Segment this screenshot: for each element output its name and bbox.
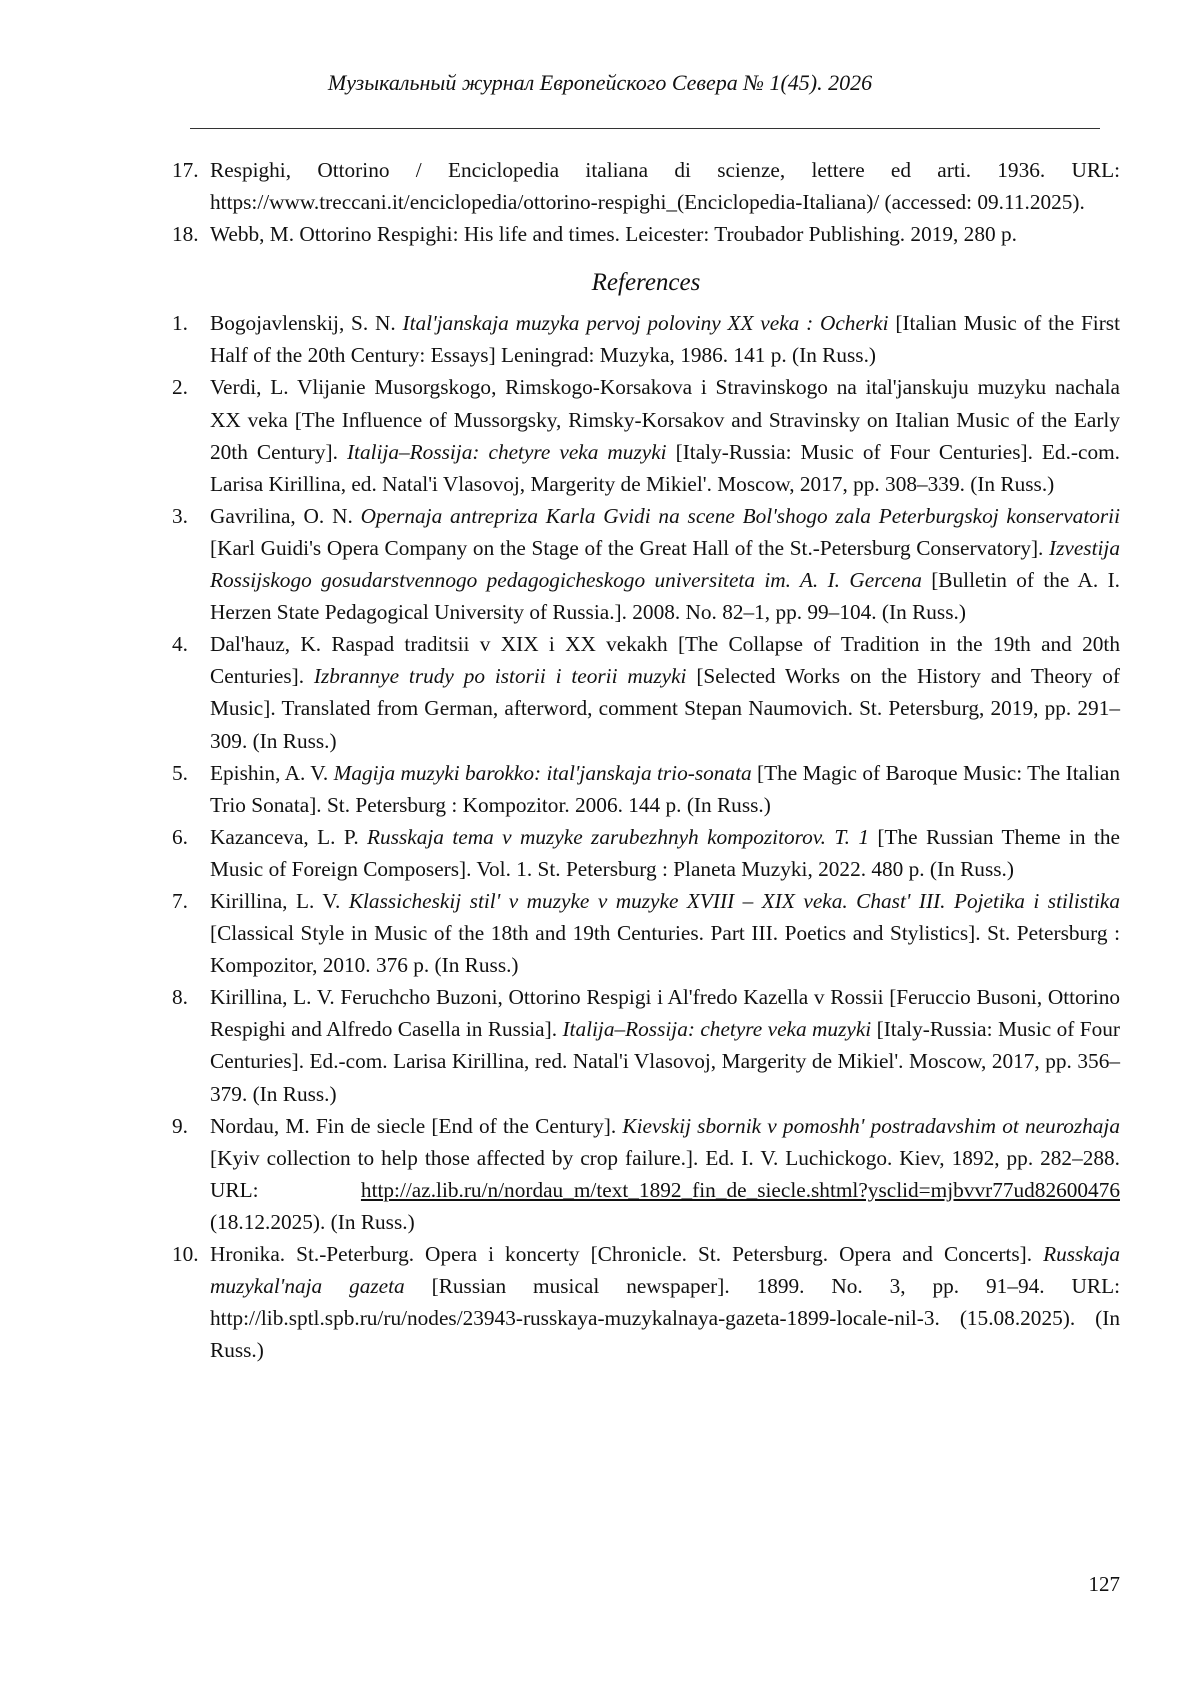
- reference-details: [Russian musical newspaper]. 1899. No. 3, pp. 91–94. URL: http://lib.sptl.spb.ru/ru/nodes/23943-russkaya-muzykalnaya-gazeta-1899-locale-nil-3. (15.08.2025). (In Russ.): [210, 1274, 1120, 1363]
- reference-url-link[interactable]: http://az.lib.ru/n/nordau_m/text_1892_fin_de_siecle.shtml?ysclid=mjbvvr77ud82600476: [360, 1177, 1120, 1202]
- reference-item: [172, 218, 1120, 250]
- reference-author: Bogojavlenskij, S. N.: [210, 311, 403, 336]
- references-heading: References: [591, 269, 701, 297]
- reference-details: [Bulletin of the A. I. Herzen State Pedagogical University of Russia.]. 2008. No. 82–1, pp. 99–104. (In Russ.): [210, 568, 1120, 625]
- reference-item: [172, 981, 1120, 1109]
- reference-item: [172, 1238, 1120, 1366]
- page-number: 127: [1088, 1572, 1120, 1596]
- reference-source: Italija–Rossija: chetyre veka muzyki: [346, 439, 667, 464]
- reference-list: [172, 307, 1120, 1366]
- reference-author: Nordau, M. Fin de siecle [End of the Century].: [210, 1113, 623, 1138]
- reference-number: 10.: [172, 1242, 199, 1266]
- reference-details: [The Russian Theme in the Music of Foreign Composers]. Vol. 1. St. Petersburg : Planeta Muzyki, 2022. 480 p. (In Russ.): [210, 824, 1120, 881]
- reference-source: Russkaja muzykal'naja gazeta: [210, 1242, 1120, 1299]
- reference-details: [Italy-Russia: Music of Four Centuries]. Ed.-com. Larisa Kirillina, red. Natal'i Vlasovoj, Margerity de Mikiel'. Moscow, 2017, pp. 356–379. (In Russ.): [210, 1017, 1120, 1106]
- reference-number: 5.: [172, 760, 188, 785]
- reference-number: 18.: [172, 222, 199, 247]
- reference-item: [172, 821, 1120, 885]
- header-divider: [190, 128, 1100, 129]
- reference-item: [172, 307, 1120, 371]
- previous-reference-list: [172, 154, 1120, 250]
- reference-number: 3.: [172, 503, 188, 528]
- reference-source: Italija–Rossija: chetyre veka muzyki: [562, 1017, 872, 1042]
- reference-author: Kirillina, L. V.: [210, 888, 349, 913]
- reference-number: 2.: [172, 375, 188, 400]
- reference-number: 6.: [172, 824, 188, 849]
- reference-item: [172, 371, 1120, 499]
- reference-details: [Italy-Russia: Music of Four Centuries]. Ed.-com. Larisa Kirillina, ed. Natal'i Vlasovoj, Margerity de Mikiel'. Moscow, 2017, pp. 308–339. (In Russ.): [210, 439, 1120, 496]
- reference-details: [Selected Works on the History and Theory of Music]. Translated from German, afterword, comment Stepan Naumovich. St. Petersburg, 2019, pp. 291–309. (In Russ.): [210, 664, 1120, 753]
- reference-author: Verdi, L. Vlijanie Musorgskogo, Rimskogo-Korsakova i Stravinskogo na ital'janskuju muzyku nachala XX veka [The Influence of Mussorgsky, Rimsky-Korsakov and Stravinsky on Italian Music of the Early 20th Century].: [210, 375, 1120, 464]
- reference-item: [172, 1110, 1120, 1238]
- reference-title: Klassicheskij stil' v muzyke v muzyke XVIII – XIX veka. Chast' III. Pojetika i stilistika: [348, 888, 1120, 913]
- reference-title: Russkaja tema v muzyke zarubezhnyh kompozitorov. T. 1: [367, 824, 870, 849]
- reference-details: [Italian Music of the First Half of the 20th Century: Essays] Leningrad: Muzyka, 1986. 141 p. (In Russ.): [210, 311, 1120, 368]
- reference-author: Kazanceva, L. P.: [210, 824, 368, 849]
- reference-translation: [Karl Guidi's Opera Company on the Stage of the Great Hall of the St.-Petersburg Conservatory].: [210, 535, 1050, 560]
- reference-author: Epishin, A. V.: [210, 760, 334, 785]
- reference-source: Izvestija Rossijskogo gosudarstvennogo pedagogicheskogo universiteta im. A. I. Gercena: [210, 535, 1120, 593]
- reference-text: Respighi, Ottorino / Enciclopedia italiana di scienze, lettere ed arti. 1936. URL: https://www.treccani.it/enciclopedia/ottorino-respighi_(Enciclopedia-Italiana)/ (accessed: 09.11.2025).: [210, 158, 1120, 215]
- page-body: [172, 154, 1120, 1366]
- reference-source: Kievskij sbornik v pomoshh' postradavshim ot neurozhaja: [622, 1113, 1120, 1138]
- reference-item: [172, 500, 1120, 628]
- reference-number: 7.: [172, 888, 188, 913]
- reference-author: Gavrilina, O. N.: [210, 503, 361, 528]
- reference-details: [The Magic of Baroque Music: The Italian Trio Sonata]. St. Petersburg : Kompozitor. 2006. 144 p. (In Russ.): [210, 760, 1121, 817]
- reference-number: 17.: [172, 158, 199, 182]
- reference-access-date: (18.12.2025). (In Russ.): [210, 1209, 415, 1234]
- reference-title: Opernaja antrepriza Karla Gvidi na scene Bol'shogo zala Peterburgskoj konservatorii: [360, 503, 1121, 528]
- reference-item: [172, 628, 1120, 756]
- reference-number: 8.: [172, 985, 188, 1010]
- reference-item: [172, 154, 1120, 218]
- reference-details: [Classical Style in Music of the 18th and 19th Centuries. Part III. Poetics and Stylistics]. St. Petersburg : Kompozitor, 2010. 376 p. (In Russ.): [210, 921, 1120, 978]
- reference-author: Kirillina, L. V. Feruchcho Buzoni, Ottorino Respigi i Al'fredo Kazella v Rossii [Feruccio Busoni, Ottorino Respighi and Alfredo Casella in Russia].: [210, 985, 1120, 1042]
- reference-item: [172, 885, 1120, 981]
- reference-number: 4.: [172, 632, 188, 657]
- reference-source: Izbrannye trudy po istorii i teorii muzyki: [313, 664, 687, 689]
- reference-item: [172, 757, 1120, 821]
- reference-number: 9.: [172, 1113, 188, 1138]
- reference-title: Ital'janskaja muzyka pervoj poloviny XX veka : Ocherki: [402, 311, 889, 336]
- reference-author: Dal'hauz, K. Raspad traditsii v XIX i XX vekakh [The Collapse of Tradition in the 19th and 20th Centuries].: [210, 632, 1120, 689]
- reference-text: Webb, M. Ottorino Respighi: His life and times. Leicester: Troubador Publishing. 2019, 280 p.: [210, 222, 1017, 247]
- reference-number: 1.: [172, 311, 188, 336]
- running-header: Музыкальный журнал Европейского Севера № 1(45). 2026: [327, 70, 873, 95]
- reference-details: [Kyiv collection to help those affected by crop failure.]. Ed. I. V. Luchickogo. Kiev, 1892, pp. 282–288. URL:: [210, 1145, 1120, 1202]
- reference-author: Hronika. St.-Peterburg. Opera i koncerty [Chronicle. St. Petersburg. Opera and Concerts].: [210, 1242, 1044, 1266]
- reference-title: Magija muzyki barokko: ital'janskaja trio-sonata: [333, 760, 752, 785]
